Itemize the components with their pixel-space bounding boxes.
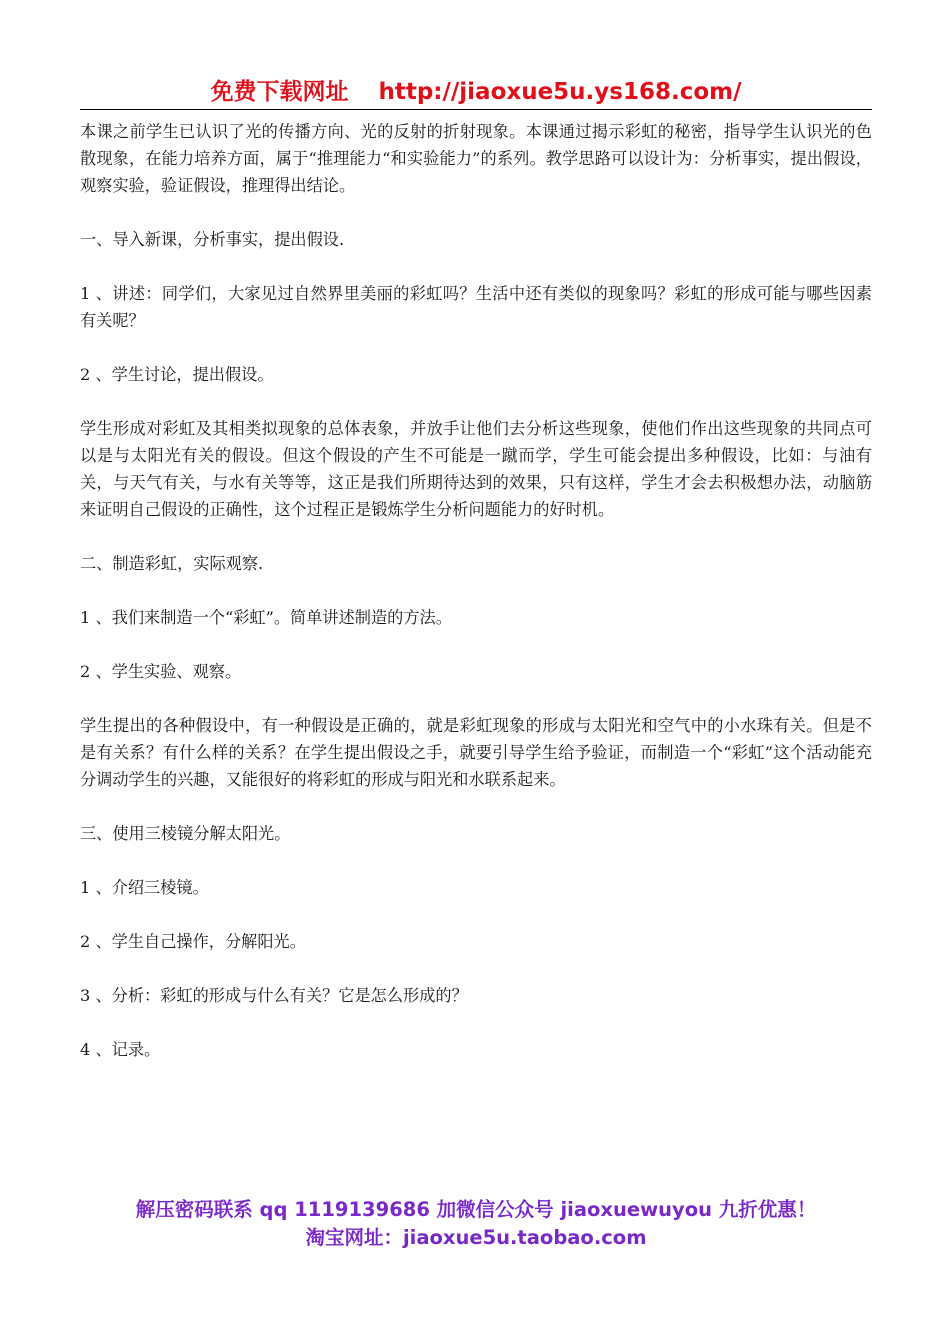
section-3-heading: 三、使用三棱镜分解太阳光。	[80, 824, 291, 843]
section-2-discussion: 学生提出的各种假设中，有一种假设是正确的，就是彩虹现象的形成与太阳光和空气中的小水珠有关。但是不是有关系？有什么样的关系？在学生提出假设之手，就要引导学生给予验证，而制造一个“彩虹”这个活动能充分调动学生的兴趣，又能很好的将彩虹的形成与阳光和水联系起来。	[80, 716, 872, 789]
section-1-item-2: 2 、学生讨论，提出假设。	[80, 365, 274, 384]
section-2-item-1: 1 、我们来制造一个“彩虹”。简单讲述制造的方法。	[80, 608, 452, 627]
page-header	[80, 76, 872, 108]
page-footer	[80, 1196, 872, 1252]
section-3-item-3: 3 、分析：彩虹的形成与什么有关？它是怎么形成的？	[80, 986, 468, 1005]
intro-paragraph: 本课之前学生已认识了光的传播方向、光的反射的折射现象。本课通过揭示彩虹的秘密，指导学生认识光的色散现象，在能力培养方面，属于“推理能力“和实验能力”的系列。教学思路可以设计为：分析事实，提出假设，观察实验，验证假设，推理得出结论。	[80, 122, 872, 195]
document-body	[80, 118, 872, 1063]
header-label: 免费下载网址	[210, 79, 349, 105]
section-3-item-4: 4 、记录。	[80, 1040, 161, 1059]
section-2-heading: 二、制造彩虹，实际观察.	[80, 554, 264, 573]
section-1-item-1: 1 、讲述：同学们，大家见过自然界里美丽的彩虹吗？生活中还有类似的现象吗？彩虹的形成可能与哪些因素有关呢？	[80, 284, 872, 330]
section-1-discussion: 学生形成对彩虹及其相类拟现象的总体表象，并放手让他们去分析这些现象，使他们作出这些现象的共同点可以是与太阳光有关的假设。但这个假设的产生不可能是一蹴而学，学生可能会提出多种假设，比如：与油有关，与天气有关，与水有关等等，这正是我们所期待达到的效果，只有这样，学生才会去积极想办法，动脑筋来证明自己假设的正确性，这个过程正是锻炼学生分析问题能力的好时机。	[80, 419, 872, 519]
header-url[interactable]: http://jiaoxue5u.ys168.com/	[378, 79, 742, 105]
footer-contact-line: 解压密码联系 qq 1119139686 加微信公众号 jiaoxuewuyou 九折优惠！	[135, 1198, 817, 1221]
header-divider	[80, 109, 872, 110]
footer-shop-link[interactable]: 淘宝网址：jiaoxue5u.taobao.com	[305, 1226, 647, 1249]
section-3-item-1: 1 、介绍三棱镜。	[80, 878, 209, 897]
section-3-item-2: 2 、学生自己操作，分解阳光。	[80, 932, 306, 951]
section-2-item-2: 2 、学生实验、观察。	[80, 662, 242, 681]
section-1-heading: 一、导入新课，分析事实，提出假设.	[80, 230, 345, 249]
